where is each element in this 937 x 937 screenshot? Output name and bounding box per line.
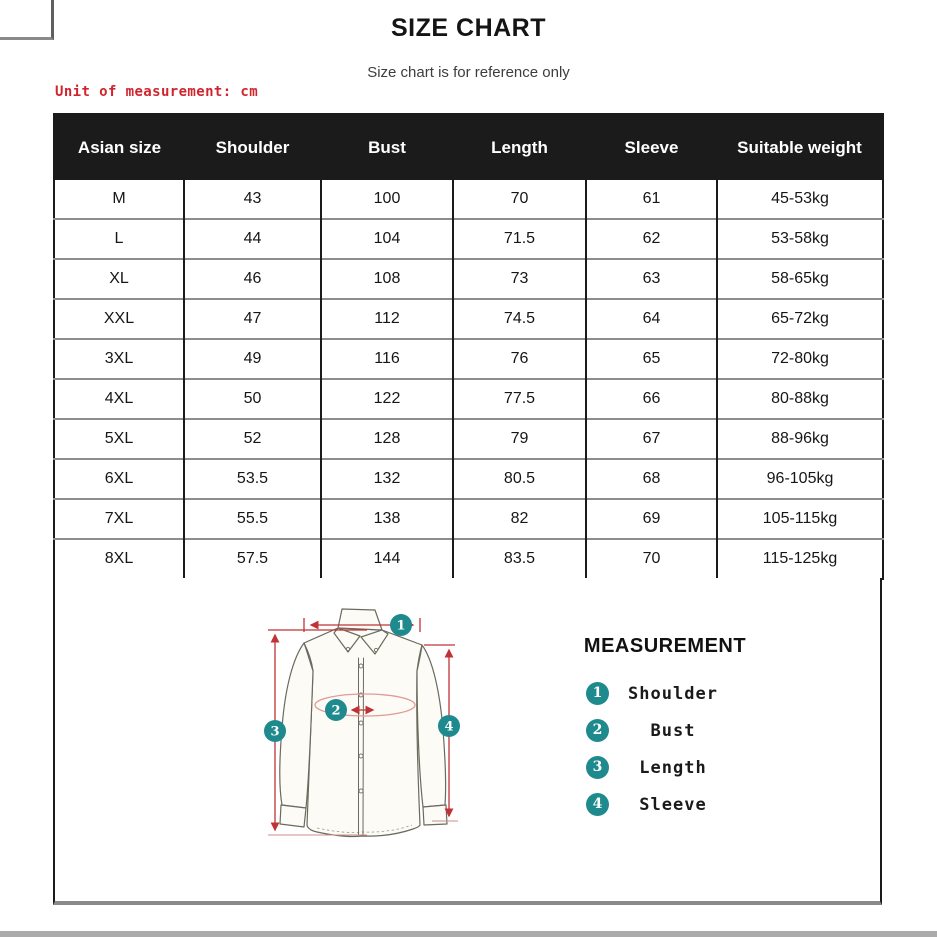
size-cell: 55.5 <box>184 499 321 539</box>
size-cell: 73 <box>453 259 586 299</box>
size-cell: 65-72kg <box>717 299 883 339</box>
size-cell: 64 <box>586 299 717 339</box>
legend-item-bust <box>586 712 725 749</box>
size-cell: 104 <box>321 219 453 259</box>
placket-button <box>359 789 363 793</box>
collar-button <box>374 648 377 651</box>
marker-1-number: 1 <box>396 618 406 634</box>
size-row-4xl <box>54 379 883 419</box>
collar-button <box>346 647 349 650</box>
shirt-measurement-diagram <box>55 578 880 901</box>
size-cell: 44 <box>184 219 321 259</box>
size-cell: 105-115kg <box>717 499 883 539</box>
size-cell: 67 <box>586 419 717 459</box>
size-cell: 45-53kg <box>717 180 883 219</box>
placket-button <box>359 664 363 668</box>
column-header-length: Length <box>453 114 586 180</box>
legend-number-badge: 3 <box>586 756 609 779</box>
size-cell: 4XL <box>54 379 184 419</box>
placket-button <box>359 721 363 725</box>
legend-item-label: Shoulder <box>628 683 718 704</box>
size-cell: 80-88kg <box>717 379 883 419</box>
column-header-asian-size: Asian size <box>54 114 184 180</box>
size-row-3xl <box>54 339 883 379</box>
size-cell: 62 <box>586 219 717 259</box>
measurement-diagram-box <box>53 578 882 905</box>
size-cell: 49 <box>184 339 321 379</box>
marker-2-number: 2 <box>331 703 341 719</box>
page-subtitle: Size chart is for reference only <box>367 64 570 81</box>
size-cell: 53-58kg <box>717 219 883 259</box>
size-cell: 74.5 <box>453 299 586 339</box>
size-cell: 132 <box>321 459 453 499</box>
size-table <box>53 113 884 580</box>
size-cell: 116 <box>321 339 453 379</box>
size-cell: 65 <box>586 339 717 379</box>
size-cell: 112 <box>321 299 453 339</box>
size-cell: 69 <box>586 499 717 539</box>
size-cell: 5XL <box>54 419 184 459</box>
column-header-sleeve: Sleeve <box>586 114 717 180</box>
size-cell: 144 <box>321 539 453 579</box>
size-cell: XXL <box>54 299 184 339</box>
size-cell: 88-96kg <box>717 419 883 459</box>
size-row-l <box>54 219 883 259</box>
size-cell: 115-125kg <box>717 539 883 579</box>
size-row-8xl <box>54 539 883 579</box>
size-cell: 138 <box>321 499 453 539</box>
legend-item-shoulder <box>586 675 725 712</box>
unit-note: Unit of measurement: cm <box>55 84 259 100</box>
page-title: SIZE CHART <box>391 14 546 42</box>
size-cell: 8XL <box>54 539 184 579</box>
legend-item-length <box>586 749 725 786</box>
size-cell: 128 <box>321 419 453 459</box>
size-cell: 79 <box>453 419 586 459</box>
size-cell: 70 <box>586 539 717 579</box>
size-row-7xl <box>54 499 883 539</box>
legend-item-label: Bust <box>650 720 696 741</box>
size-cell: 3XL <box>54 339 184 379</box>
size-cell: 68 <box>586 459 717 499</box>
size-cell: 50 <box>184 379 321 419</box>
size-cell: 61 <box>586 180 717 219</box>
measurement-legend <box>586 675 725 823</box>
legend-number-badge: 2 <box>586 719 609 742</box>
size-row-5xl <box>54 419 883 459</box>
marker-3-number: 3 <box>270 724 280 740</box>
size-cell: 80.5 <box>453 459 586 499</box>
size-cell: 52 <box>184 419 321 459</box>
size-cell: 53.5 <box>184 459 321 499</box>
size-cell: 70 <box>453 180 586 219</box>
size-row-xl <box>54 259 883 299</box>
size-cell: 122 <box>321 379 453 419</box>
marker-4-number: 4 <box>444 719 454 735</box>
column-header-shoulder: Shoulder <box>184 114 321 180</box>
size-cell: L <box>54 219 184 259</box>
size-cell: 57.5 <box>184 539 321 579</box>
shirt-illustration <box>280 609 447 837</box>
size-cell: 63 <box>586 259 717 299</box>
size-cell: 43 <box>184 180 321 219</box>
size-cell: 6XL <box>54 459 184 499</box>
bottom-strip <box>0 931 937 937</box>
column-header-suitable-weight: Suitable weight <box>717 114 883 180</box>
placket-button <box>359 754 363 758</box>
size-cell: 46 <box>184 259 321 299</box>
size-row-xxl <box>54 299 883 339</box>
size-cell: 83.5 <box>453 539 586 579</box>
size-cell: 82 <box>453 499 586 539</box>
size-cell: 72-80kg <box>717 339 883 379</box>
size-cell: 71.5 <box>453 219 586 259</box>
size-cell: XL <box>54 259 184 299</box>
legend-number-badge: 1 <box>586 682 609 705</box>
size-cell: 108 <box>321 259 453 299</box>
legend-item-sleeve <box>586 786 725 823</box>
size-cell: 76 <box>453 339 586 379</box>
size-row-6xl <box>54 459 883 499</box>
size-cell: 77.5 <box>453 379 586 419</box>
legend-item-label: Sleeve <box>639 794 707 815</box>
size-cell: 100 <box>321 180 453 219</box>
size-row-m <box>54 180 883 219</box>
column-header-bust: Bust <box>321 114 453 180</box>
size-cell: 96-105kg <box>717 459 883 499</box>
size-cell: 7XL <box>54 499 184 539</box>
size-cell: 47 <box>184 299 321 339</box>
size-cell: M <box>54 180 184 219</box>
size-cell: 66 <box>586 379 717 419</box>
legend-item-label: Length <box>639 757 707 778</box>
legend-number-badge: 4 <box>586 793 609 816</box>
size-table-header <box>54 114 883 180</box>
measurement-heading: MEASUREMENT <box>583 635 747 657</box>
size-cell: 58-65kg <box>717 259 883 299</box>
